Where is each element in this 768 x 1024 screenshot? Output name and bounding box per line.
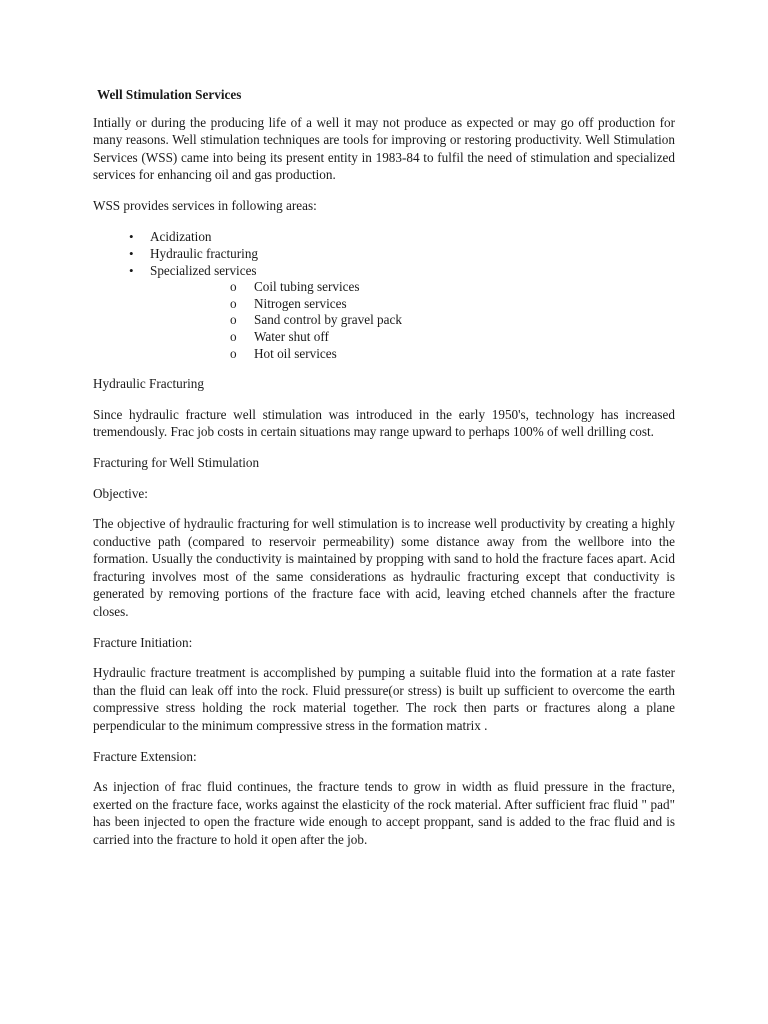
list-item-label: Acidization	[150, 228, 212, 244]
bullet-icon: •	[129, 228, 134, 244]
sub-list-item	[150, 312, 675, 329]
bullet-icon: •	[129, 245, 134, 261]
list-item	[93, 228, 675, 245]
sub-list-item-label: Coil tubing services	[254, 279, 360, 295]
circle-bullet-icon: o	[230, 328, 237, 344]
service-areas-list	[93, 228, 675, 363]
objective-paragraph: The objective of hydraulic fracturing for well stimulation is to increase well productivity by creating a highly conductive path (compared to reservoir permeability) some distance away from the wellbore into the formation. Usually the conductivity is maintained by propping with sand to hold the fracture faces apart. Acid fracturing involves most of the same considerations as hydraulic fracturing except that conductivity is generated by removing portions of the fracture face with acid, leaving etched channels after the fracture closes.	[93, 516, 675, 620]
fracture-initiation-paragraph: Hydraulic fracture treatment is accomplished by pumping a suitable fluid into the formation at a rate faster than the fluid can leak off into the rock. Fluid pressure(or stress) is built up sufficient to overcome the earth compressive stress holding the rock material together. The rock then parts or fractures along a plane perpendicular to the minimum compressive stress in the formation matrix .	[93, 665, 675, 734]
list-item	[93, 245, 675, 262]
fracture-extension-heading: Fracture Extension:	[93, 748, 197, 764]
specialized-services-list	[150, 279, 675, 362]
fracturing-well-stimulation-heading: Fracturing for Well Stimulation	[93, 454, 260, 470]
sub-list-item-label: Water shut off	[254, 328, 329, 344]
intro-paragraph: Intially or during the producing life of a well it may not produce as expected or may go off production for many reasons. Well stimulation techniques are tools for improving or restoring productivity. Well Stimulation Services (WSS) came into being its present entity in 1983-84 to fulfil the need of stimulation and specialized services for enhancing oil and gas production.	[93, 114, 675, 183]
sub-list-item-label: Hot oil services	[254, 345, 337, 361]
hydraulic-fracturing-paragraph: Since hydraulic fracture well stimulation was introduced in the early 1950's, technology has increased tremendously. Frac job costs in certain situations may range upward to perhaps 100% of well drilling cost.	[93, 406, 675, 440]
circle-bullet-icon: o	[230, 345, 237, 361]
areas-lead-text: WSS provides services in following areas:	[93, 197, 317, 213]
sub-list-item-label: Sand control by gravel pack	[254, 312, 402, 328]
list-item-label: Specialized services	[150, 262, 257, 278]
list-item	[93, 262, 675, 362]
sub-list-item	[150, 296, 675, 313]
circle-bullet-icon: o	[230, 295, 237, 311]
circle-bullet-icon: o	[230, 312, 237, 328]
sub-list-item	[150, 346, 675, 363]
fracture-initiation-heading: Fracture Initiation:	[93, 634, 193, 650]
document-title: Well Stimulation Services	[97, 87, 242, 102]
bullet-icon: •	[129, 262, 134, 278]
list-item-label: Hydraulic fracturing	[150, 245, 259, 261]
fracture-extension-paragraph: As injection of frac fluid continues, the fracture tends to grow in width as fluid pressure in the fracture, exerted on the fracture face, works against the elasticity of the rock material. After sufficient frac fluid " pad" has been injected to open the fracture wide enough to accept proppant, sand is added to the frac fluid and is carried into the fracture to hold it open after the job.	[93, 779, 675, 848]
hydraulic-fracturing-heading: Hydraulic Fracturing	[93, 376, 204, 392]
document-page	[93, 86, 675, 862]
sub-list-item	[150, 329, 675, 346]
sub-list-item	[150, 279, 675, 296]
objective-heading: Objective:	[93, 485, 148, 501]
circle-bullet-icon: o	[230, 279, 237, 295]
sub-list-item-label: Nitrogen services	[254, 295, 347, 311]
